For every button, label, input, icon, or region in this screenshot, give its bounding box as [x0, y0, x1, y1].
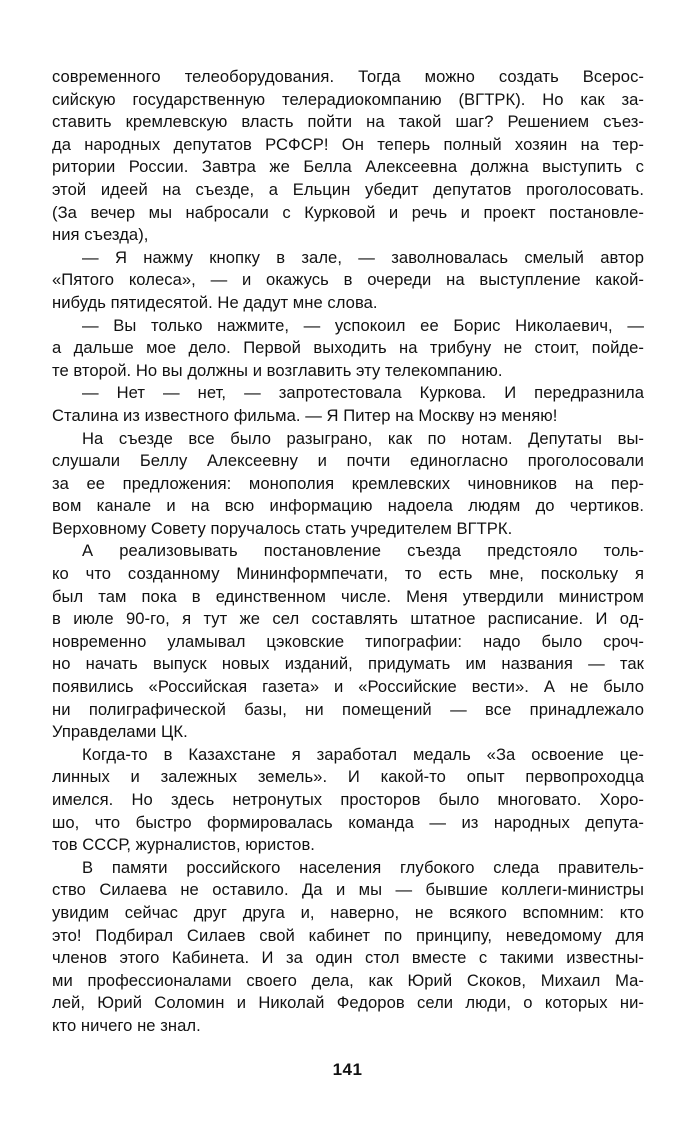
text-line: шо, что быстро формировалась команда — из народных депута-: [52, 812, 644, 832]
text-line: На съезде все было разыграно, как по нотам. Депутаты вы-: [82, 428, 644, 448]
text-line: появились «Российская газета» и «Российские вести». А не было: [52, 677, 644, 697]
text-line: ко что созданному Мининформпечати, то есть мне, поскольку я: [52, 564, 644, 584]
text-line: новременно уламывал цэковские типографии: надо было сроч-: [52, 631, 644, 651]
body-text: [52, 66, 644, 1038]
text-line: этой идеей на съезде, а Ельцин убедит депутатов проголосовать.: [52, 179, 644, 199]
text-line: ство Силаева не оставило. Да и мы — бывшие коллеги-министры: [52, 880, 644, 900]
text-line: «Пятого колеса», — и окажусь в очереди на выступление какой-: [52, 270, 644, 290]
text-line: но начать выпуск новых изданий, придумать им названия — так: [52, 654, 644, 674]
text-line: ния съезда),: [52, 225, 149, 245]
text-line: — Вы только нажмите, — успокоил ее Борис Николаевич, —: [82, 315, 644, 335]
text-line: лей, Юрий Соломин и Николай Федоров сели люди, о которых ни-: [52, 993, 644, 1013]
text-line: (За вечер мы набросали с Курковой и речь и проект постановле-: [52, 202, 644, 222]
text-line: — Нет — нет, — запротестовала Куркова. И передразнила: [82, 383, 644, 403]
text-line: тов СССР, журналистов, юристов.: [52, 835, 315, 855]
text-line: увидим сейчас друг друга и, наверно, не всякого вспомним: кто: [52, 902, 644, 922]
text-line: в июле 90-го, я тут же сел составлять штатное расписание. И од-: [52, 609, 644, 629]
page-number: 141: [332, 1060, 363, 1079]
text-line: был там пока в единственном числе. Меня утвердили министром: [52, 586, 644, 606]
text-line: вом канале и на всю информацию надоела людям до чертиков.: [52, 496, 644, 516]
text-line: Управделами ЦК.: [52, 722, 188, 742]
text-line: те второй. Но вы должны и возглавить эту телекомпанию.: [52, 360, 503, 380]
text-line: Сталина из известного фильма. — Я Питер на Москву нэ меняю!: [52, 405, 558, 425]
text-line: имелся. Но здесь нетронутых просторов было многовато. Хоро-: [52, 790, 644, 809]
text-line: ритории России. Завтра же Белла Алексеевна должна выступить с: [52, 157, 644, 177]
text-line: Когда-то в Казахстане я заработал медаль «За освоение це-: [82, 744, 644, 764]
text-line: слушали Беллу Алексеевну и почти единогласно проголосовали: [52, 451, 644, 471]
text-line: да народных депутатов РСФСР! Он теперь полный хозяин на тер-: [52, 134, 644, 154]
text-line: ми профессионалами своего дела, как Юрий Скоков, Михаил Ма-: [52, 970, 644, 990]
text-line: ставить кремлевскую власть пойти на такой шаг? Решением съез-: [52, 112, 644, 132]
text-line: за ее предложения: монополия кремлевских чиновников на пер-: [52, 473, 644, 493]
text-line: — Я нажму кнопку в зале, — заволновалась смелый автор: [82, 247, 644, 267]
text-line: кто ничего не знал.: [52, 1015, 201, 1035]
text-line: А реализовывать постановление съезда предстояло толь-: [82, 541, 644, 561]
text-line: это! Подбирал Силаев свой кабинет по принципу, неведомому для: [52, 925, 644, 945]
text-line: современного телеоборудования. Тогда можно создать Всерос-: [52, 67, 644, 86]
text-line: а дальше мое дело. Первой выходить на трибуну не стоит, пойде-: [52, 338, 644, 358]
text-line: ни полиграфической базы, ни помещений — все принадлежало: [52, 699, 644, 719]
text-line: линных и залежных земель». И какой-то опыт первопроходца: [52, 767, 644, 787]
text-line: нибудь пятидесятой. Не дадут мне слова.: [52, 292, 378, 312]
text-line: В памяти российского населения глубокого следа правитель-: [82, 857, 644, 877]
text-line: сийскую государственную телерадиокомпанию (ВГТРК). Но как за-: [52, 89, 644, 109]
text-line: Верховному Совету поручалось стать учредителем ВГТРК.: [52, 518, 513, 538]
text-line: членов этого Кабинета. И за один стол вместе с такими известны-: [52, 948, 644, 968]
